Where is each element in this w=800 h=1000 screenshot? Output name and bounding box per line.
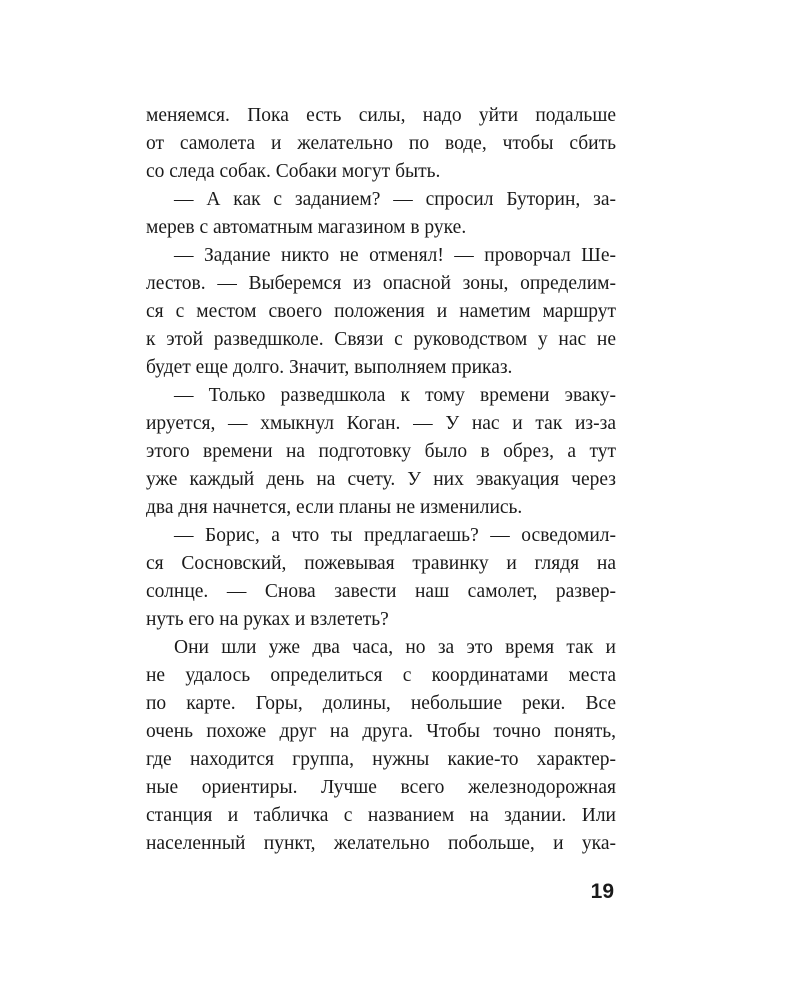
text-line: Они шли уже два часа, но за это время так и — [174, 637, 616, 658]
text-line: где находится группа, нужны какие-то характер- — [146, 749, 616, 770]
text-line: мерев с автоматным магазином в руке. — [146, 217, 467, 238]
text-line: нуть его на руках и взлететь? — [146, 609, 389, 630]
text-line: — А как с заданием? — спросил Буторин, за- — [174, 189, 616, 210]
text-line: ся Сосновский, пожевывая травинку и глядя на — [146, 553, 616, 574]
text-line: станция и табличка с названием на здании. Или — [146, 805, 616, 826]
text-line: к этой разведшколе. Связи с руководством у нас не — [146, 329, 616, 350]
text-line: от самолета и желательно по воде, чтобы сбить — [146, 133, 616, 154]
page-number: 19 — [590, 880, 614, 903]
text-line: солнце. — Снова завести наш самолет, развер- — [146, 581, 616, 602]
text-line: — Борис, а что ты предлагаешь? — осведомил- — [174, 525, 616, 546]
text-line: ируется, — хмыкнул Коган. — У нас и так из-за — [146, 413, 616, 434]
text-line: будет еще долго. Значит, выполняем приказ. — [146, 357, 513, 378]
text-line: лестов. — Выберемся из опасной зоны, определим- — [146, 273, 616, 294]
text-line: ся с местом своего положения и наметим маршрут — [146, 301, 616, 322]
text-line: по карте. Горы, долины, небольшие реки. Все — [146, 693, 616, 714]
text-line: со следа собак. Собаки могут быть. — [146, 161, 441, 182]
text-line: — Задание никто не отменял! — проворчал Ше- — [174, 245, 616, 266]
body-text — [146, 102, 616, 858]
text-line: меняемся. Пока есть силы, надо уйти подальше — [146, 105, 616, 126]
text-line: этого времени на подготовку было в обрез, а тут — [146, 441, 616, 462]
text-line: очень похоже друг на друга. Чтобы точно понять, — [146, 721, 616, 742]
text-line: уже каждый день на счету. У них эвакуация через — [146, 469, 616, 490]
text-line: два дня начнется, если планы не изменились. — [146, 497, 523, 518]
text-line: не удалось определиться с координатами места — [146, 665, 616, 686]
text-line: ные ориентиры. Лучше всего железнодорожная — [146, 777, 616, 798]
text-line: населенный пункт, желательно побольше, и ука- — [146, 833, 616, 854]
text-line: — Только разведшкола к тому времени эваку- — [174, 385, 616, 406]
